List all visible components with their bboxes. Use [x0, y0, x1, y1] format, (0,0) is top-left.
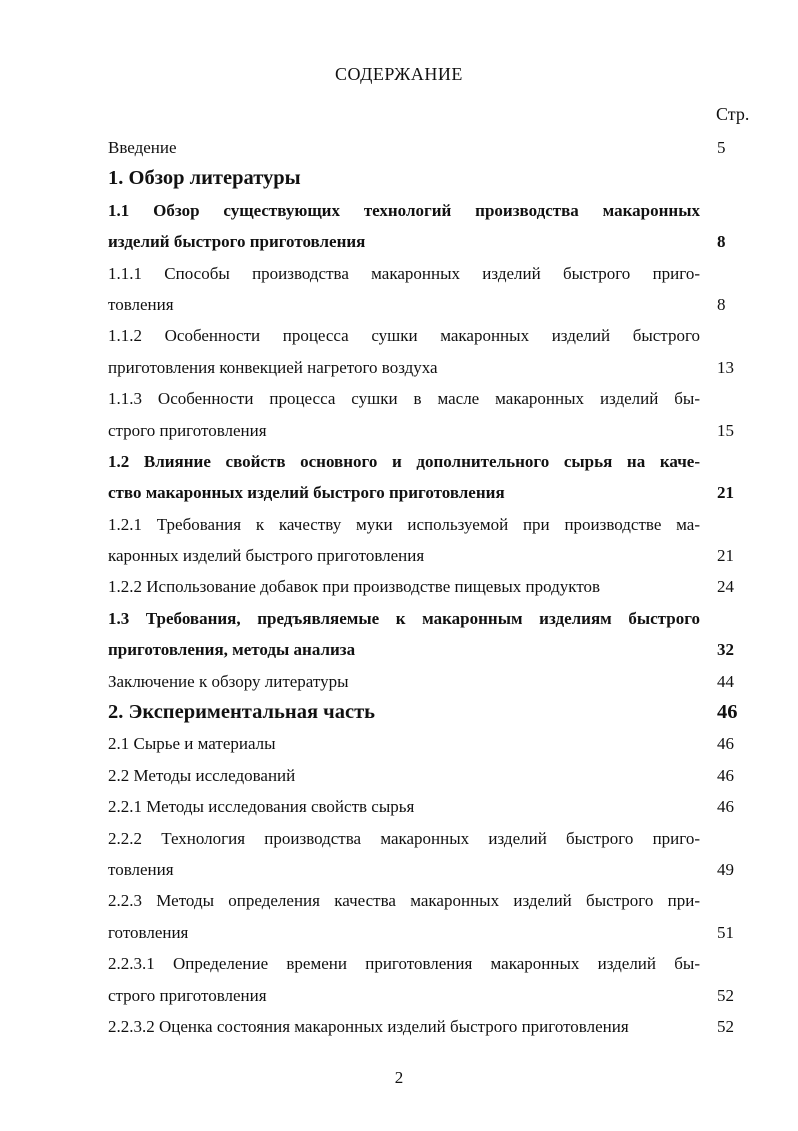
toc-entry-page: 24: [717, 577, 734, 597]
toc-entry: [108, 163, 758, 194]
toc-entry-title: [108, 728, 700, 759]
toc-entry-line: Заключение к обзору литературы: [108, 671, 349, 691]
toc-entry-title: [108, 603, 700, 666]
page-column-label: Стр.: [716, 104, 750, 124]
toc-entry-title: [108, 697, 700, 728]
toc-entry-page: 21: [717, 546, 734, 566]
toc-entry: [108, 1011, 758, 1042]
toc-entry-line: строго приготовления: [108, 420, 267, 440]
toc-entry: [108, 760, 758, 791]
toc-entry-line: 2.1 Сырье и материалы: [108, 734, 276, 754]
toc-entry-page: 46: [717, 734, 734, 754]
toc-entry-line: 1.1.2 Особенности процесса сушки макаронных изделий быстрого: [108, 326, 700, 346]
toc-entry-line: 2.2.3 Методы определения качества макаронных изделий быстрого при-: [108, 891, 700, 911]
toc-entry-line: 1.1 Обзор существующих технологий производства макаронных: [108, 200, 700, 220]
toc-entry-page: 8: [717, 294, 726, 314]
toc-entry-line: товления: [108, 859, 174, 879]
toc-entry-title: [108, 195, 700, 258]
toc-entry-page: 51: [717, 922, 734, 942]
toc-entry-line: 1.2.1 Требования к качеству муки используемой при производстве ма-: [108, 514, 700, 534]
toc-entry: [108, 132, 758, 163]
toc-entry-title: [108, 163, 700, 194]
toc-entry-title: [108, 383, 700, 446]
toc-entry-line: изделий быстрого приготовления: [108, 232, 366, 252]
toc-entry: [108, 823, 758, 886]
toc-entry-line: 2. Экспериментальная часть: [108, 701, 375, 724]
toc-entry-page: 8: [717, 232, 726, 252]
toc-entry-line: 1.2 Влияние свойств основного и дополнительного сырья на каче-: [108, 451, 700, 471]
toc-entry-title: [108, 1011, 700, 1042]
toc-entry-page: 13: [717, 357, 734, 377]
toc-entry-page: 46: [717, 765, 734, 785]
toc-entry: [108, 383, 758, 446]
toc-entry: [108, 195, 758, 258]
toc-entry-line: приготовления конвекцией нагретого воздуха: [108, 357, 438, 377]
toc-entry: [108, 885, 758, 948]
toc-entry-title: [108, 885, 700, 948]
toc-entry-title: [108, 791, 700, 822]
toc-entry-title: [108, 571, 700, 602]
toc-entry-line: 1.3 Требования, предъявляемые к макаронным изделиям быстрого: [108, 608, 700, 628]
toc-entry-line: 1.1.3 Особенности процесса сушки в масле макаронных изделий бы-: [108, 389, 700, 409]
toc-entry-line: 2.2.2 Технология производства макаронных изделий быстрого приго-: [108, 828, 700, 848]
toc-entry: [108, 446, 758, 509]
toc-entry-line: каронных изделий быстрого приготовления: [108, 546, 425, 566]
toc-entry: [108, 728, 758, 759]
toc-entry: [108, 603, 758, 666]
toc-entry-line: ство макаронных изделий быстрого приготовления: [108, 483, 505, 503]
toc-entry-page: 46: [717, 701, 738, 724]
toc-entry-title: [108, 509, 700, 572]
toc-entry-line: 1. Обзор литературы: [108, 167, 301, 190]
toc-entry-page: 52: [717, 1016, 734, 1036]
toc-entry-line: 1.2.2 Использование добавок при производстве пищевых продуктов: [108, 577, 601, 597]
toc-entry-page: 32: [717, 640, 734, 660]
toc-entry-line: 1.1.1 Способы производства макаронных изделий быстрого приго-: [108, 263, 700, 283]
toc-entry-page: 52: [717, 985, 734, 1005]
toc-entry-page: 49: [717, 859, 734, 879]
toc-entry: [108, 571, 758, 602]
toc-entry-line: 2.2.1 Методы исследования свойств сырья: [108, 797, 415, 817]
toc-entry-page: 44: [717, 671, 734, 691]
toc-entry-page: 5: [717, 138, 726, 157]
toc-entry-title: [108, 320, 700, 383]
toc-entry-line: строго приготовления: [108, 985, 267, 1005]
toc-entry-line: товления: [108, 294, 174, 314]
toc-entry-title: [108, 823, 700, 886]
toc-entry-title: [108, 666, 700, 697]
toc-entry-title: [108, 948, 700, 1011]
page-title: СОДЕРЖАНИЕ: [335, 64, 463, 84]
toc-entry-title: [108, 258, 700, 321]
toc-entry: [108, 509, 758, 572]
page-number: 2: [394, 1068, 404, 1087]
toc-entry: [108, 948, 758, 1011]
toc-entry-line: 2.2 Методы исследований: [108, 765, 296, 785]
table-of-contents: [108, 132, 758, 1042]
toc-entry-line: Введение: [108, 138, 177, 157]
toc-entry-line: 2.2.3.2 Оценка состояния макаронных изделий быстрого приготовления: [108, 1016, 629, 1036]
toc-entry-title: [108, 132, 700, 163]
toc-entry-page: 46: [717, 797, 734, 817]
toc-entry: [108, 320, 758, 383]
toc-entry: [108, 791, 758, 822]
toc-entry-page: 15: [717, 420, 734, 440]
toc-entry-title: [108, 760, 700, 791]
toc-entry: [108, 258, 758, 321]
toc-entry-line: 2.2.3.1 Определение времени приготовления макаронных изделий бы-: [108, 954, 700, 974]
toc-entry: [108, 697, 758, 728]
toc-entry: [108, 666, 758, 697]
toc-entry-title: [108, 446, 700, 509]
toc-entry-line: приготовления, методы анализа: [108, 640, 356, 660]
toc-entry-page: 21: [717, 483, 734, 503]
toc-entry-line: готовления: [108, 922, 189, 942]
